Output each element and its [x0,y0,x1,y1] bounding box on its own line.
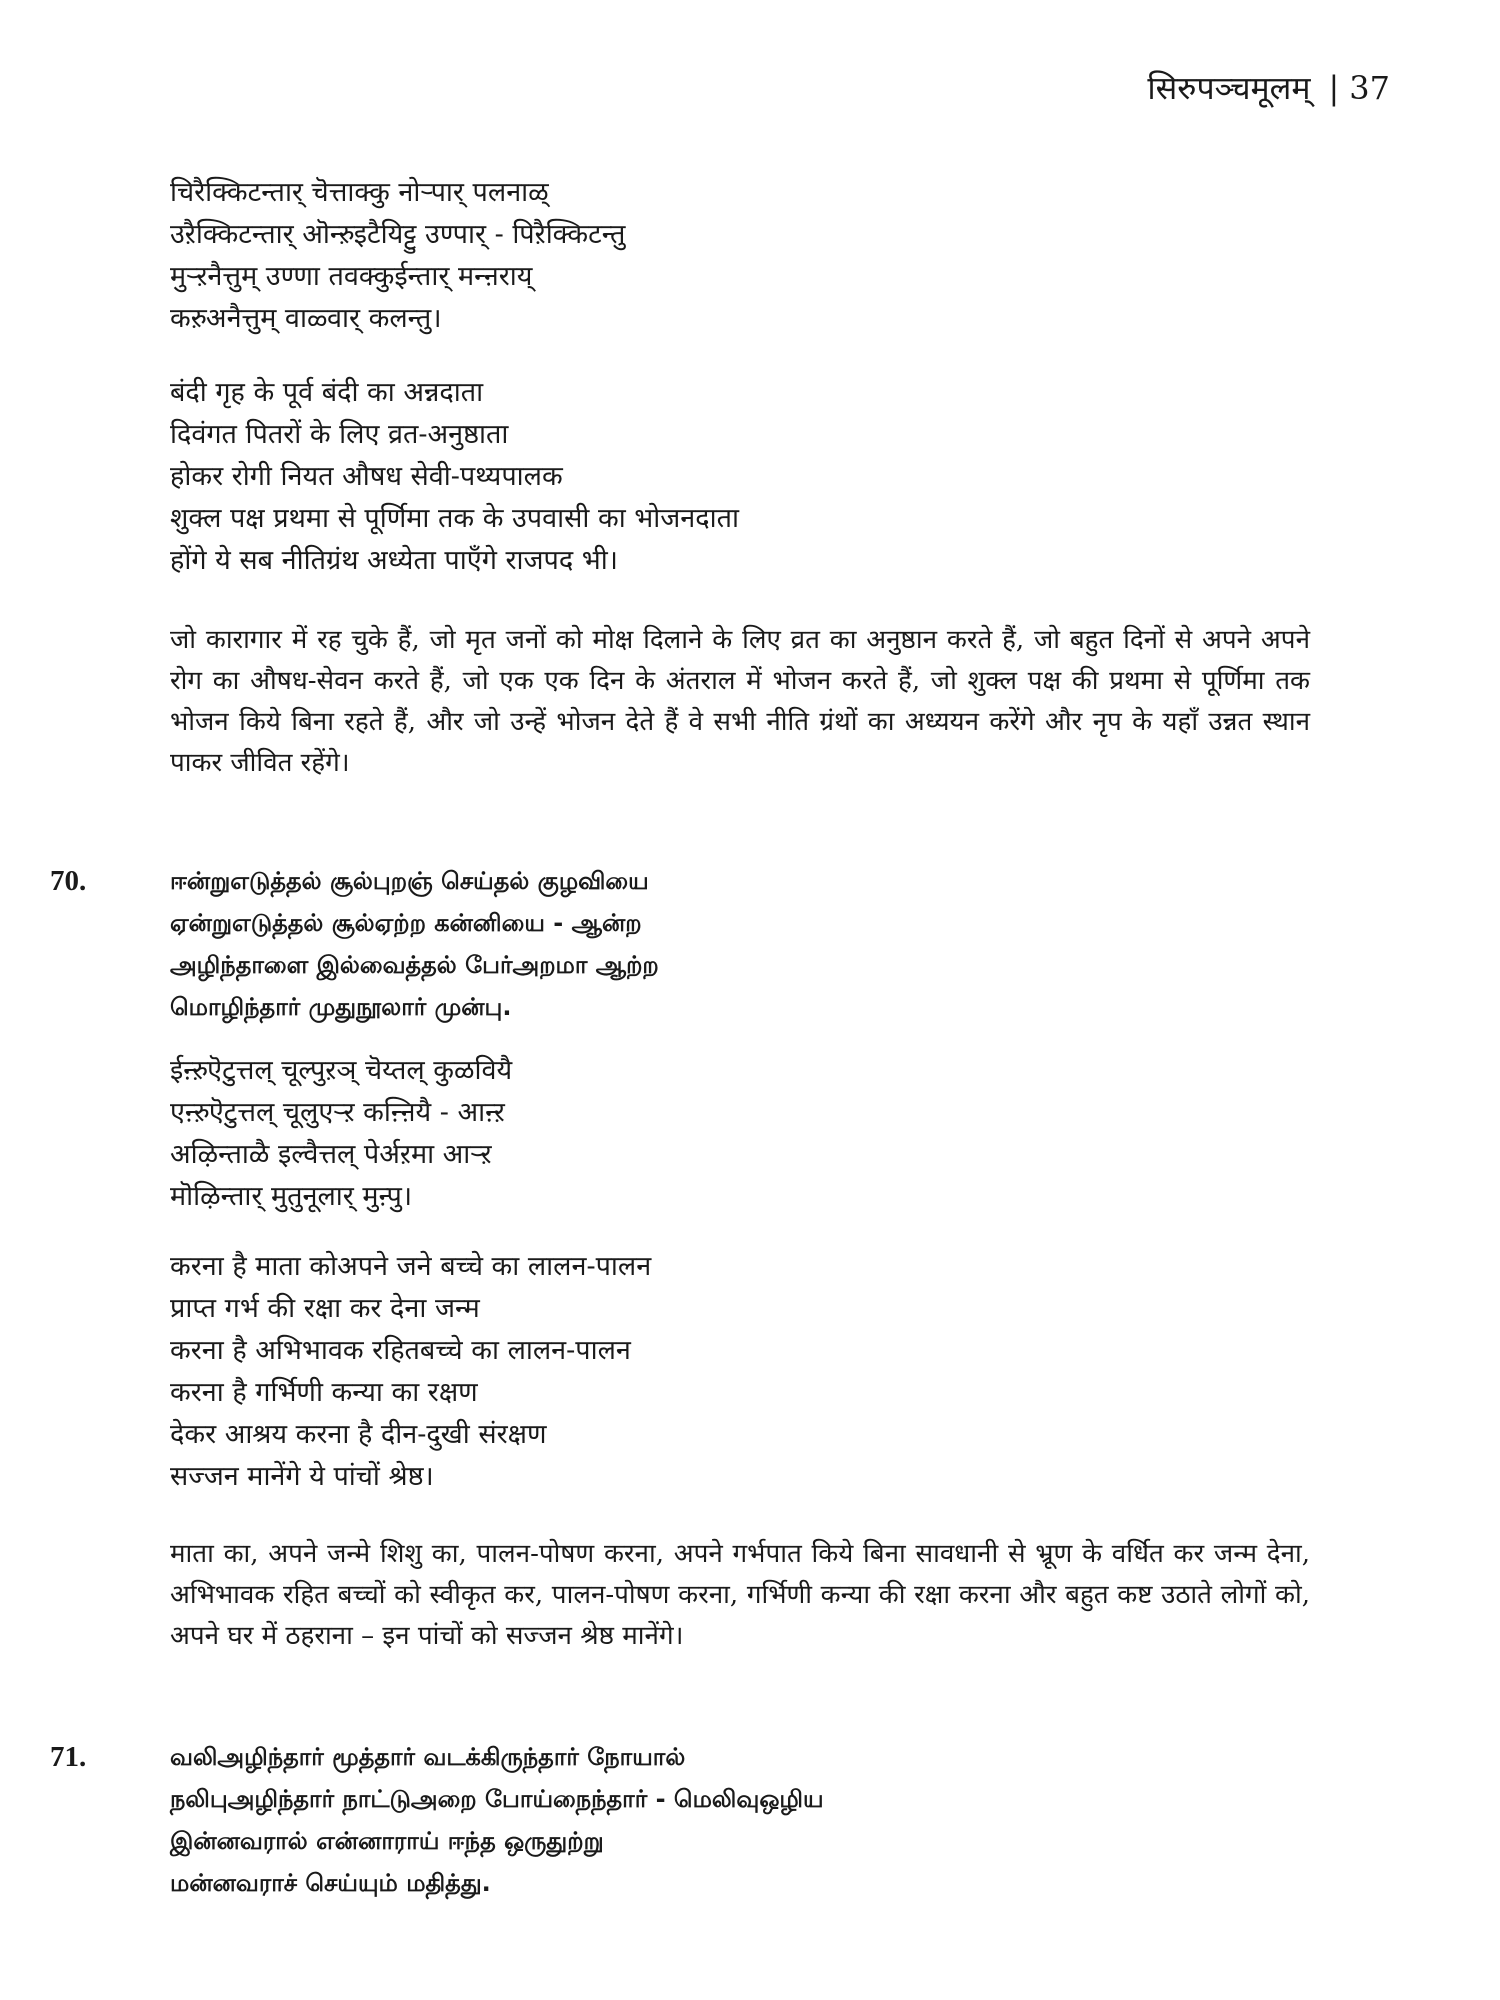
tamil-verse-line: ஏன்றுஎடுத்தல் சூல்ஏற்ற கன்னியை - ஆன்ற [170,909,642,937]
hindi-verse-line: होंगे ये सब नीतिग्रंथ अध्येता पाएँगे राजपद भी। [170,545,619,576]
page-number: 37 [1349,69,1390,107]
verse-70-hindi-verse [170,1246,1310,1498]
transliteration-line: मॊऴिन्तार् मुतुनूलार् मुऩ्पु। [170,1181,413,1212]
transliteration-line: कऱुअनैत्तुम् वाळ्वार् कलन्तु। [170,303,442,334]
tamil-verse-line: ஈன்றுஎடுத்தல் சூல்புறஞ் செய்தல் குழவியை [170,867,649,895]
verse-70-hindi-prose: माता का, अपने जन्मे शिशु का, पालन-पोषण करना, अपने गर्भपात किये बिना सावधानी से भ्रूण के वर्धित कर जन्म देना, अभिभावक रहित बच्चों को स्वीकृत कर, पालन-पोषण करना, गर्भिणी कन्या की रक्षा करना और बहुत कष्ट उठाते लोगों को, अपने घर में ठहराना – इन पांचों को सज्जन श्रेष्ठ मानेंगे। [170,1539,1310,1651]
tamil-verse-line: அழிந்தாளை இல்வைத்தல் பேர்அறமா ஆற்ற [170,951,659,979]
hindi-verse-line: सज्जन मानेंगे ये पांचों श्रेष्ठ। [170,1461,434,1492]
hindi-verse-line: शुक्ल पक्ष प्रथमा से पूर्णिमा तक के उपवासी का भोजनदाता [170,503,739,534]
transliteration-line: ईऩ्ऱुऎटुत्तल् चूल्पुऱञ् चॆय्तल् कुळवियै [170,1055,513,1086]
hindi-verse-line: बंदी गृह के पूर्व बंदी का अन्नदाता [170,377,484,408]
verse-70-tamil [170,860,1310,1028]
running-head [1147,68,1390,108]
verse-number-71: 71. [50,1741,87,1773]
tamil-verse-line: மன்னவராச் செய்யும் மதித்து. [170,1869,491,1897]
hindi-verse-line: दिवंगत पितरों के लिए व्रत-अनुष्ठाता [170,419,509,450]
hindi-verse-line: करना है अभिभावक रहितबच्चे का लालन-पालन [170,1335,631,1366]
tamil-verse-line: நலிபுஅழிந்தார் நாட்டுஅறை போய்நைந்தார் - மெலிவுஒழிய [170,1785,824,1813]
hindi-verse-line: करना है माता कोअपने जने बच्चे का लालन-पालन [170,1251,652,1282]
verse-70-transliteration [170,1050,1310,1218]
tamil-verse-line: இன்னவரால் என்னாராய் ஈந்த ஒருதுற்று [170,1827,604,1855]
transliteration-line: अऴिन्ताळै इल्वैत्तल् पेर्अऱमा आऱ्ऱ [170,1139,492,1170]
verse-69-hindi-prose: जो कारागार में रह चुके हैं, जो मृत जनों को मोक्ष दिलाने के लिए व्रत का अनुष्ठान करते हैं, जो बहुत दिनों से अपने अपने रोग का औषध-सेवन करते हैं, जो एक एक दिन के अंतराल में भोजन करते हैं, जो शुक्ल पक्ष की प्रथमा से पूर्णिमा तक भोजन किये बिना रहते हैं, और जो उन्हें भोजन देते हैं वे सभी नीति ग्रंथों का अध्ययन करेंगे और नृप के यहाँ उन्नत स्थान पाकर जीवित रहेंगे। [170,625,1310,778]
verse-number-70: 70. [50,865,87,897]
hindi-verse-line: करना है गर्भिणी कन्या का रक्षण [170,1377,478,1408]
hindi-verse-line: प्राप्त गर्भ की रक्षा कर देना जन्म [170,1293,480,1324]
transliteration-line: एऩ्ऱुऎटुत्तल् चूलुएऱ्ऱ कऩ्ऩियै - आऩ्ऱ [170,1097,505,1128]
tamil-verse-line: வலிஅழிந்தார் மூத்தார் வடக்கிருந்தார் நோயால் [170,1743,686,1771]
verse-69-transliteration [170,172,1310,340]
running-head-title: सिरुपञ्चमूलम् [1147,69,1311,107]
hindi-verse-line: होकर रोगी नियत औषध सेवी-पथ्यपालक [170,461,563,492]
verse-71-tamil [170,1736,1310,1904]
transliteration-line: मुऱ्ऱनैत्तुम् उण्णा तवक्कुईन्तार् मन्ऩराय् [170,261,533,292]
verse-69-hindi-verse [170,372,1310,582]
transliteration-line: उऱैक्किटन्तार् ऒन्ऱुइटैयिट्टु उण्पार् - पिऱैक्किटन्तु [170,219,626,250]
transliteration-line: चिरैक्किटन्तार् चॆत्ताक्कु नोऱ्पार् पलनाळ् [170,177,549,208]
tamil-verse-line: மொழிந்தார் முதுநூலார் முன்பு. [170,993,512,1021]
hindi-verse-line: देकर आश्रय करना है दीन-दुखी संरक्षण [170,1419,547,1450]
running-head-separator: | [1328,69,1340,107]
